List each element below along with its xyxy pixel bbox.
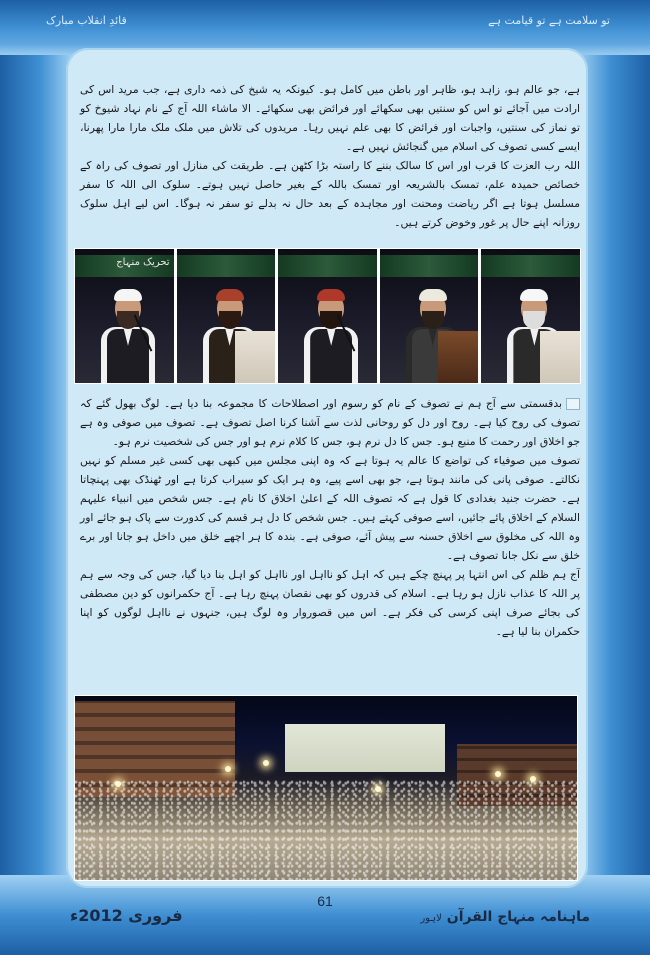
paragraph: تصوف میں صوفیاء کی تواضع کا عالم یہ ہوتا ہے کہ وہ اپنی مجلس میں کبھی بھی کسی غیر مسلم کو نہیں نکالتے۔ صوفی پانی کی مانند ہوتا ہے، جو بھی اسے پیے، وہ ہر ایک کو سیراب کرتا ہے اور ٹھنڈک بھی پہنچاتا ہے۔ حضرت جنید بغدادی کا قول ہے کہ تصوف اللہ کے اعلیٰ اخلاق کا نام ہے۔ جس شخص میں انبیاء علیہم السلام کے اخلاق پائے جائیں، اسے صوفی کہتے ہیں۔ جس شخص کا دل ہر قسم کی کدورت سے پاک ہو جائے اور وہ اللہ کی مخلوق سے اخلاق حسنہ سے پیش آئے، صوفی ہے۔ بندہ کا ہر اچھے خلق میں داخل ہو جانا اور برے خلق سے نکل جانا تصوف ہے۔ xyxy=(80,454,580,562)
header-right-text: تو سلامت ہے تو قیامت ہے xyxy=(488,14,610,27)
issue-date: فروری 2012ء xyxy=(70,906,183,925)
banner-text: تحریک منہاج xyxy=(116,257,170,268)
magazine-name: ماہنامہ منہاج القرآن xyxy=(446,909,590,925)
left-frame xyxy=(0,55,72,895)
speakers-photo-strip xyxy=(74,248,581,384)
article-text-bottom xyxy=(80,394,580,641)
header-left-text: قائدِ انقلاب مبارک xyxy=(46,14,127,27)
paragraph: ہے، جو عالم ہو، زاہد ہو، ظاہر اور باطن میں کامل ہو۔ کیونکہ یہ شیخ کی ذمہ داری ہے، جب مرید اس کی ارادت میں آجائے تو اس کو سنتیں بھی سکھائے اور فرائض بھی سکھائے۔ الا ماشاء اللہ آج کے نام نہاد شیوخ کو تو نماز کی سنتیں، واجبات اور فرائض کا بھی علم نہیں رہا۔ مریدوں کی تلاش میں ملک ملک مارا مارا پھرنا، ایسے کسی تصوف کی اسلام میں گنجائش نہیں ہے۔ xyxy=(80,83,580,153)
speaker-photo xyxy=(481,249,580,383)
crowd-gathering-photo xyxy=(74,695,578,881)
speaker-photo xyxy=(177,249,276,383)
article-text-top xyxy=(80,80,580,232)
magazine-title xyxy=(420,909,590,925)
paragraph: آج ہم ظلم کی اس انتہا پر پہنچ چکے ہیں کہ اہل کو نااہل اور نااہل کو اہل بنا دیا گیا، جس کی وجہ سے ہم پر اللہ کا عذاب نازل ہو رہا ہے۔ اسلام کی قدروں کو بھی نقصان پہنچ رہا ہے۔ آج حکمرانوں کو دین مصطفی کی بجائے صرف اپنی کرسی کی فکر ہے۔ اس میں قصوروار وہ لوگ ہیں، جنہوں نے نااہل لوگوں کو اپنا حکمران بنا لیا ہے۔ xyxy=(80,568,580,638)
magazine-city: لاہور xyxy=(420,913,442,924)
paragraph-marker-icon xyxy=(566,398,580,410)
page-number: 61 xyxy=(317,893,333,909)
paragraph: بدقسمتی سے آج ہم نے تصوف کے نام کو رسوم اور اصطلاحات کا مجموعہ بنا دیا ہے۔ لوگ بھول گئے کہ تصوف کی روح کیا ہے۔ روح اور دل کو روحانی لذت سے آشنا کرنا اصل تصوف ہے۔ تصوف میں صوفی وہ ہے جو اخلاق اور رحمت کا منبع ہو۔ جس کا دل نرم ہو، جس کا کلام نرم ہو اور جس کی شخصیت نرم ہو۔ xyxy=(80,397,580,448)
paragraph: اللہ رب العزت کا قرب اور اس کا سالک بننے کا راستہ بڑا کٹھن ہے۔ طریقت کی منازل اور تصوف کی راہ کے خصائص حمیدہ علم، تمسک بالشریعہ اور تمسک باللہ کے بغیر حاصل نہیں ہوتے۔ سلوک الی اللہ کا سفر مسلسل ہوتا ہے اگر ریاضت ومحنت اور مجاہدہ کے بعد حال نہ بدلے تو سفر نہ ہوگا۔ اس لیے اہل سلوک روزانہ اپنے حال پر غور وخوض کرتے ہیں۔ xyxy=(80,159,580,229)
speaker-photo xyxy=(75,249,174,383)
speaker-photo xyxy=(278,249,377,383)
speaker-photo xyxy=(380,249,479,383)
right-frame xyxy=(578,55,650,895)
